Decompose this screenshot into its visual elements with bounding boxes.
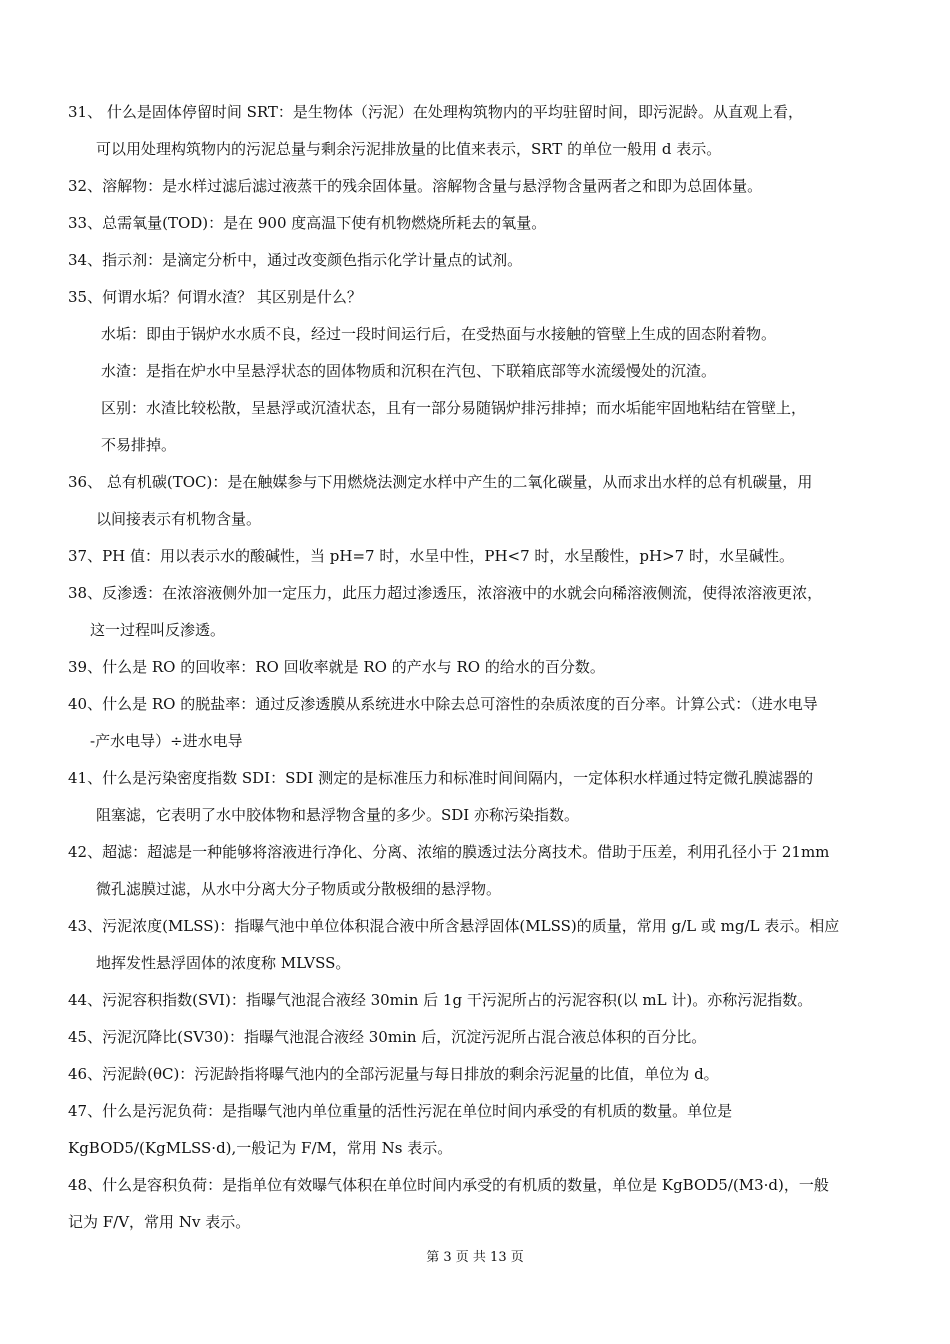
entry-39: 39、什么是 RO 的回收率：RO 回收率就是 RO 的产水与 RO 的给水的百分数。 bbox=[68, 658, 605, 676]
entry-44: 44、污泥容积指数(SVI)：指曝气池混合液经 30min 后 1g 干污泥所占的污泥容积(以 mL 计)。亦称污泥指数。 bbox=[68, 991, 813, 1009]
entry-31-line-2: 可以用处理构筑物内的污泥总量与剩余污泥排放量的比值来表示，SRT 的单位一般用 d 表示。 bbox=[96, 140, 722, 158]
entry-46: 46、污泥龄(θC)：污泥龄指将曝气池内的全部污泥量与每日排放的剩余污泥量的比值，单位为 d。 bbox=[68, 1065, 719, 1083]
entry-32: 32、溶解物：是水样过滤后滤过液蒸干的残余固体量。溶解物含量与悬浮物含量两者之和即为总固体量。 bbox=[68, 177, 763, 195]
entry-34: 34、指示剂：是滴定分析中，通过改变颜色指示化学计量点的试剂。 bbox=[68, 251, 523, 269]
entry-43-line-1: 43、污泥浓度(MLSS)：指曝气池中单位体积混合液中所含悬浮固体(MLSS)的质量，常用 g/L 或 mg/L 表示。相应 bbox=[68, 917, 840, 935]
entry-43-line-2: 地挥发性悬浮固体的浓度称 MLVSS。 bbox=[96, 954, 351, 972]
entry-48-line-1: 48、什么是容积负荷：是指单位有效曝气体积在单位时间内承受的有机质的数量，单位是 KgBOD5/(M3·d)，一般 bbox=[68, 1176, 829, 1194]
entry-40-line-1: 40、什么是 RO 的脱盐率：通过反渗透膜从系统进水中除去总可溶性的杂质浓度的百分率。计算公式：（进水电导 bbox=[68, 695, 818, 713]
glossary-entries bbox=[68, 94, 888, 1241]
entry-41-line-1: 41、什么是污染密度指数 SDI：SDI 测定的是标准压力和标准时间间隔内，一定体积水样通过特定微孔膜滤器的 bbox=[68, 769, 814, 787]
entry-47-line-1: 47、什么是污泥负荷：是指曝气池内单位重量的活性污泥在单位时间内承受的有机质的数量。单位是 bbox=[68, 1102, 733, 1120]
entry-36-line-2: 以间接表示有机物含量。 bbox=[96, 510, 262, 528]
entry-38-line-1: 38、反渗透：在浓溶液侧外加一定压力，此压力超过渗透压，浓溶液中的水就会向稀溶液侧流，使得浓溶液更浓， bbox=[68, 584, 823, 602]
entry-35-sludge: 水渣：是指在炉水中呈悬浮状态的固体物质和沉积在汽包、下联箱底部等水流缓慢处的沉渣。 bbox=[101, 362, 717, 380]
entry-33: 33、总需氧量(TOD)：是在 900 度高温下使有机物燃烧所耗去的氧量。 bbox=[68, 214, 547, 232]
entry-48-line-2: 记为 F/V，常用 Nv 表示。 bbox=[68, 1213, 251, 1231]
entry-42-line-2: 微孔滤膜过滤，从水中分离大分子物质或分散极细的悬浮物。 bbox=[96, 880, 502, 898]
entry-31-line-1: 31、 什么是固体停留时间 SRT：是生物体（污泥）在处理构筑物内的平均驻留时间，即污泥龄。从直观上看， bbox=[68, 103, 803, 121]
entry-45: 45、污泥沉降比(SV30)：指曝气池混合液经 30min 后，沉淀污泥所占混合液总体积的百分比。 bbox=[68, 1028, 707, 1046]
entry-37: 37、PH 值：用以表示水的酸碱性，当 pH=7 时，水呈中性，PH<7 时，水呈酸性，pH>7 时，水呈碱性。 bbox=[68, 547, 794, 565]
entry-35-difference-cont: 不易排掉。 bbox=[101, 436, 177, 454]
entry-42-line-1: 42、超滤：超滤是一种能够将溶液进行净化、分离、浓缩的膜透过法分离技术。借助于压差，利用孔径小于 21mm bbox=[68, 843, 830, 861]
entry-35-question: 35、何谓水垢？何谓水渣？ 其区别是什么？ bbox=[68, 288, 362, 306]
entry-47-line-2: KgBOD5/(KgMLSS·d),一般记为 F/M，常用 Ns 表示。 bbox=[68, 1139, 453, 1157]
entry-36-line-1: 36、 总有机碳(TOC)：是在触媒参与下用燃烧法测定水样中产生的二氧化碳量，从而求出水样的总有机碳量，用 bbox=[68, 473, 813, 491]
page-footer: 第 3 页 共 13 页 bbox=[426, 1250, 524, 1265]
entry-40-line-2: -产水电导）÷进水电导 bbox=[90, 732, 243, 750]
entry-35-scale: 水垢：即由于锅炉水水质不良，经过一段时间运行后，在受热面与水接触的管壁上生成的固态附着物。 bbox=[101, 325, 777, 343]
entry-35-difference: 区别：水渣比较松散，呈悬浮或沉渣状态，且有一部分易随锅炉排污排掉；而水垢能牢固地粘结在管壁上， bbox=[101, 399, 807, 417]
entry-41-line-2: 阻塞滤，它表明了水中胶体物和悬浮物含量的多少。SDI 亦称污染指数。 bbox=[96, 806, 579, 824]
entry-38-line-2: 这一过程叫反渗透。 bbox=[90, 621, 226, 639]
